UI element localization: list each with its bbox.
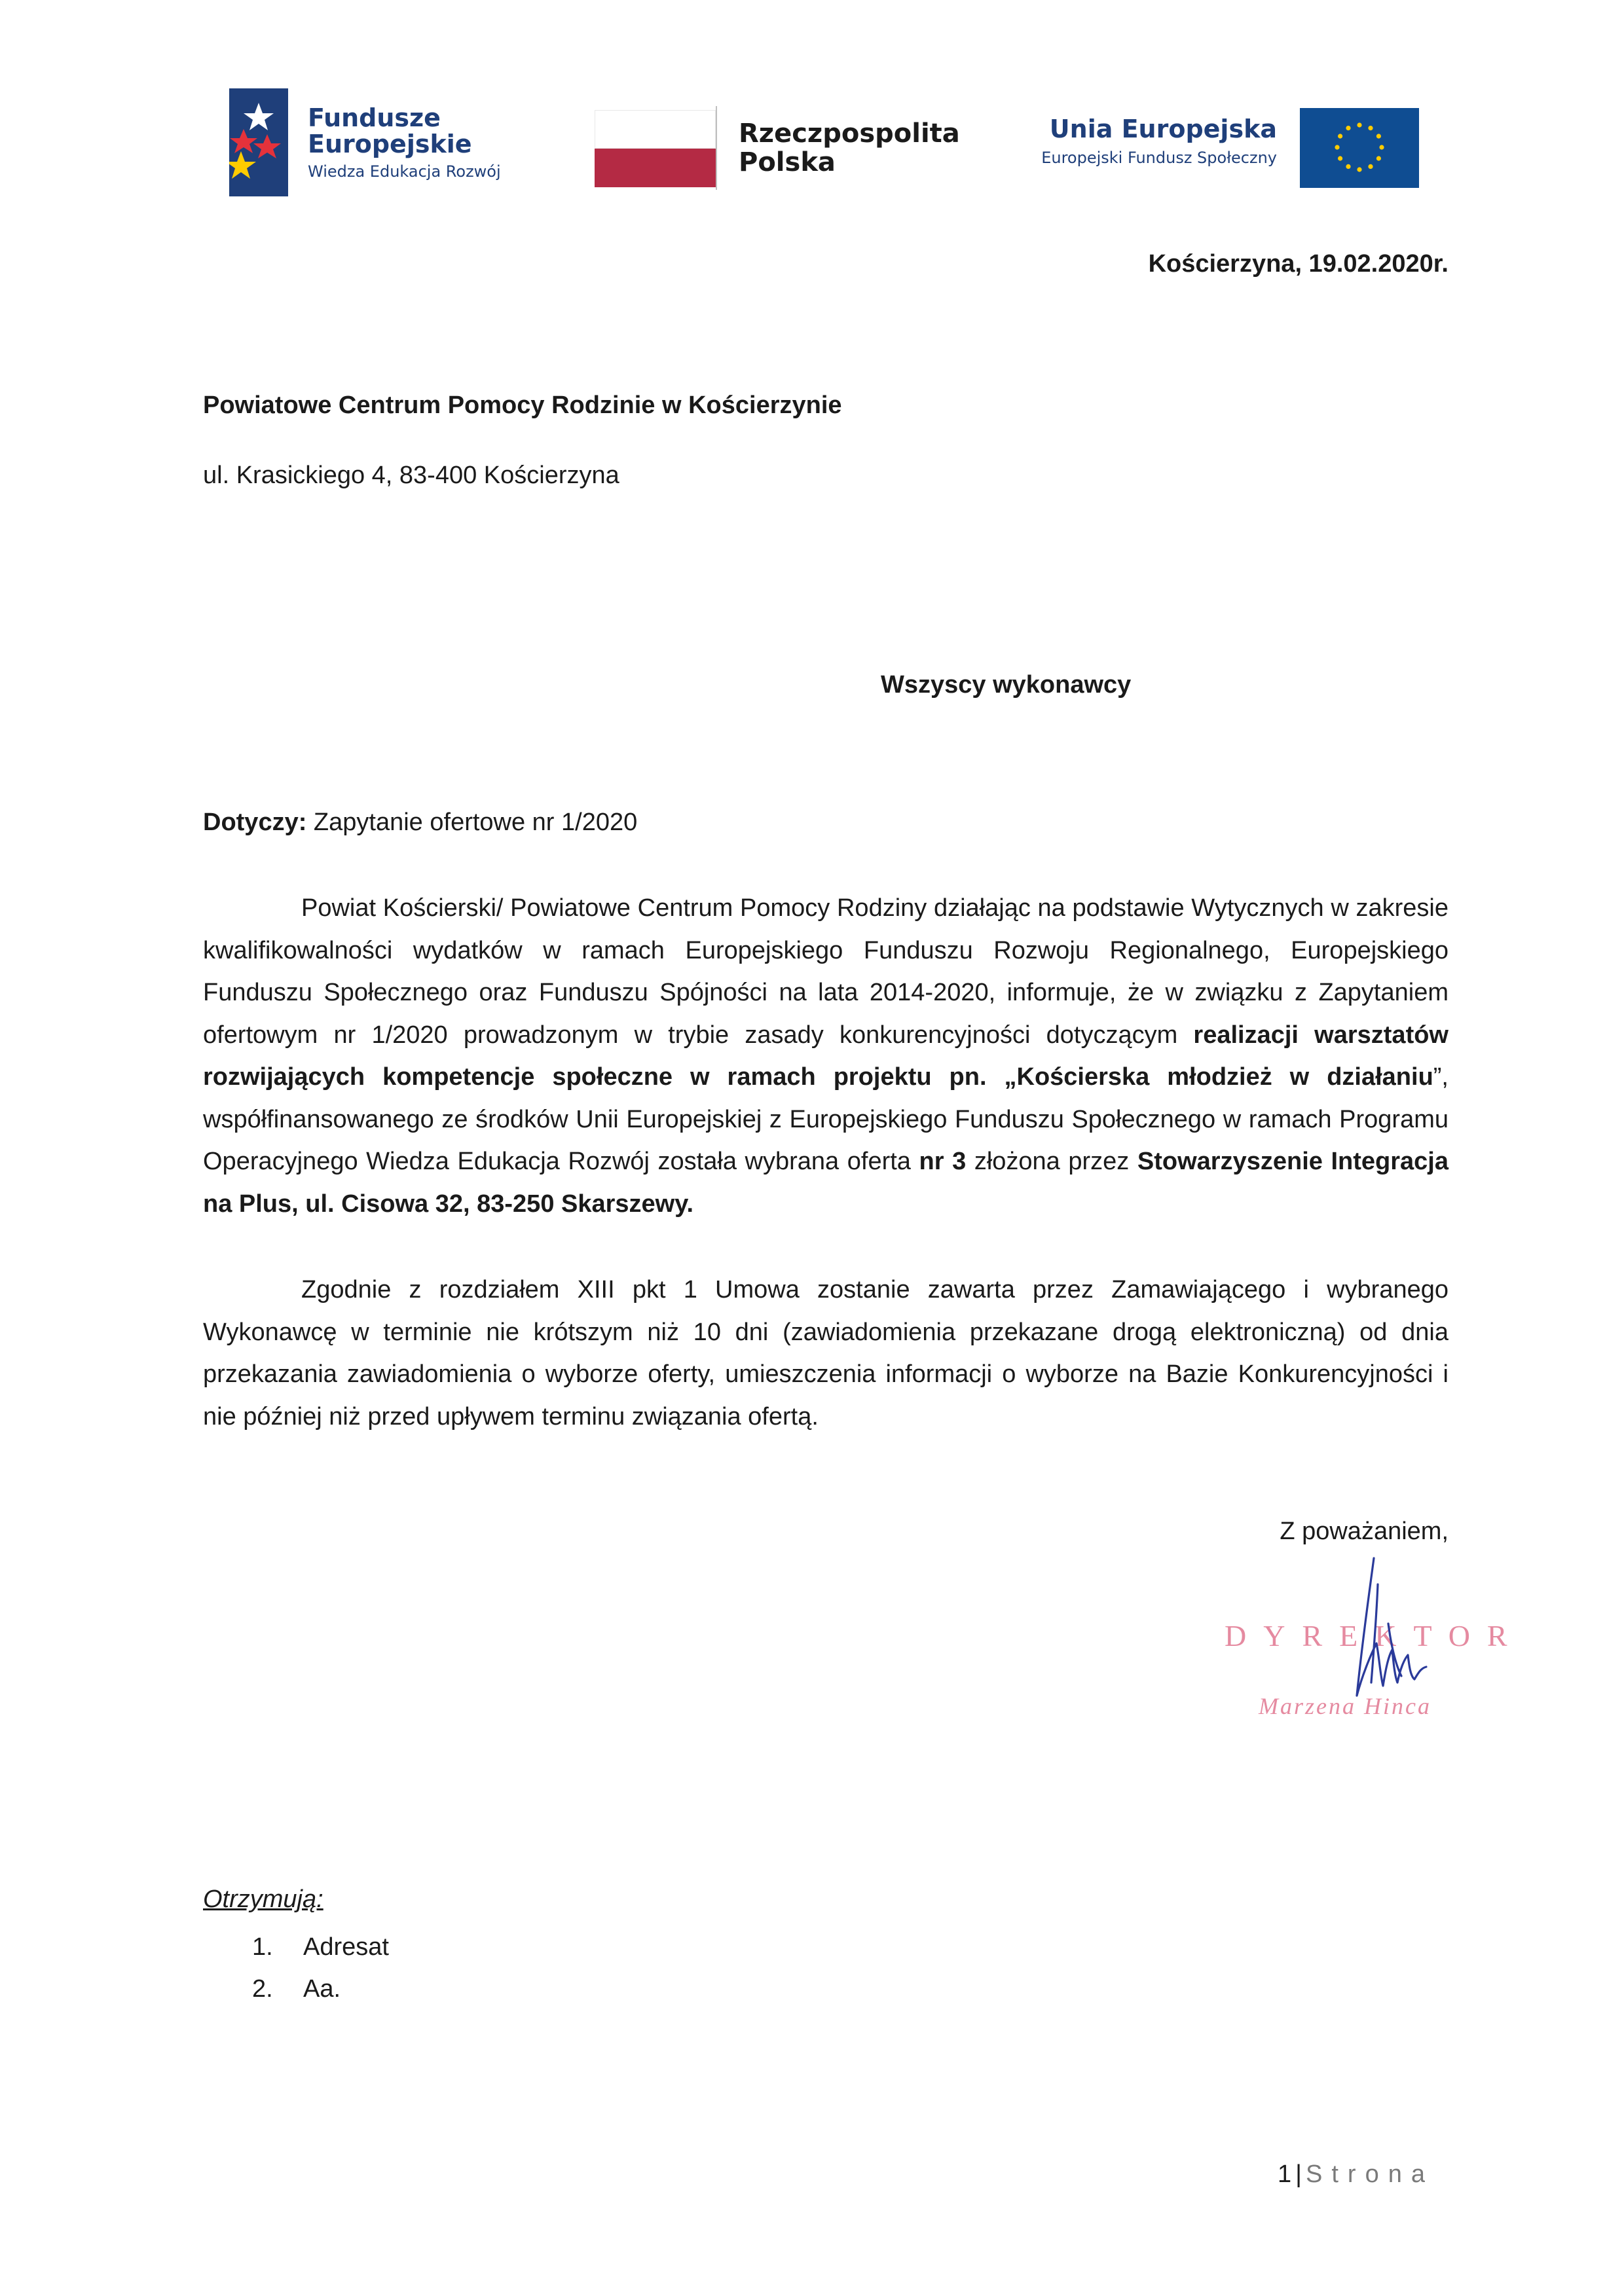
para2-text: Zgodnie z rozdziałem XIII pkt 1 Umowa zostanie zawarta przez Zamawiającego i wybranego Wykonawcę w terminie nie krótszym niż 10 dni (zawiadomienia przekazane drogą elektroniczną) od dnia przekazania zawiadomienia o wyborze oferty, umieszczenia informacji o wyborze na Bazie Konkurencyjności i nie później niż przed upływem terminu związania ofertą.: [203, 1276, 1449, 1430]
subject-label: Dotyczy:: [203, 809, 307, 836]
unia-europejska-wordmark: [1002, 115, 1277, 167]
list-item: [252, 1926, 389, 1968]
para1-bold-contractor: Stowarzyszenie Integracja na Plus, ul. Cisowa 32, 83-250 Skarszewy.: [203, 1148, 1449, 1218]
subject-line: [203, 809, 637, 837]
page-number: 1: [1278, 2160, 1292, 2188]
page-footer: [1278, 2160, 1434, 2189]
closing-salutation: Z poważaniem,: [1280, 1518, 1449, 1545]
body-paragraph-1: [203, 887, 1449, 1225]
sender-institution: Powiatowe Centrum Pomocy Rodzinie w Kościerzynie: [203, 392, 842, 419]
recipient: Wszyscy wykonawcy: [881, 671, 1132, 699]
handwritten-signature-icon: [1323, 1545, 1454, 1735]
place-date: Kościerzyna, 19.02.2020r.: [1148, 250, 1449, 278]
list-item-text: Adresat: [303, 1933, 389, 1961]
fe-logo-line1: Fundusze: [308, 103, 441, 132]
footer-page-word: Strona: [1306, 2160, 1434, 2188]
fundusze-europejskie-wordmark: [308, 105, 501, 181]
para1-text-1: Powiat Kościerski/ Powiatowe Centrum Pomocy Rodziny działając na podstawie Wytycznych w zakresie kwalifikowalności wydatków w ramach Europejskiego Funduszu Rozwoju Regionalnego, Europejskiego Funduszu Społecznego oraz Funduszu Spójności na lata 2014-2020, informuje, że w związku z Zapytaniem ofertowym nr 1/2020 prowadzonym w trybie zasady konkurencyjności dotyczącym: [203, 894, 1449, 1049]
eu-logo-line1: Unia Europejska: [1049, 115, 1277, 143]
para1-bold-offer-number: nr 3: [919, 1148, 967, 1175]
eu-flag-icon: [1300, 108, 1419, 188]
polish-flag-icon: [595, 110, 716, 187]
sender-address: ul. Krasickiego 4, 83-400 Kościerzyna: [203, 462, 619, 489]
rzeczpospolita-polska-wordmark: [739, 119, 960, 177]
eu-logo-line2: Europejski Fundusz Społeczny: [1041, 149, 1277, 167]
recipients-label: Otrzymują:: [203, 1886, 323, 1913]
list-item: [252, 1968, 389, 2010]
fe-logo-line2: Europejskie: [308, 130, 472, 158]
list-item-text: Aa.: [303, 1975, 341, 2003]
pl-logo-line1: Rzeczpospolita: [739, 118, 960, 149]
subject-text: Zapytanie ofertowe nr 1/2020: [306, 809, 638, 836]
para1-bold-project: realizacji warsztatów rozwijających kompetencje społeczne w ramach projektu pn. „Kościerska młodzież w działaniu: [203, 1021, 1449, 1091]
footer-separator: |: [1295, 2160, 1302, 2188]
list-item-number: 2.: [252, 1975, 273, 2003]
para1-text-2: ”, współfinansowanego ze środków Unii Europejskiej z Europejskiego Funduszu Społecznego w ramach Programu Operacyjnego Wiedza Edukacja Rozwój została wybrana oferta: [203, 1063, 1449, 1175]
stamp-name: Marzena Hinca: [1259, 1693, 1431, 1719]
body-paragraph-2: [203, 1269, 1449, 1438]
recipients-list: [252, 1926, 389, 2010]
stamp-title: DYREKTOR: [1225, 1619, 1524, 1652]
fundusze-europejskie-logo-icon: [229, 88, 288, 196]
logo-divider: [716, 106, 717, 190]
fe-logo-line3: Wiedza Edukacja Rozwój: [308, 162, 501, 181]
list-item-number: 1.: [252, 1933, 273, 1961]
para1-text-3: złożona przez: [966, 1148, 1137, 1175]
pl-logo-line2: Polska: [739, 147, 836, 177]
